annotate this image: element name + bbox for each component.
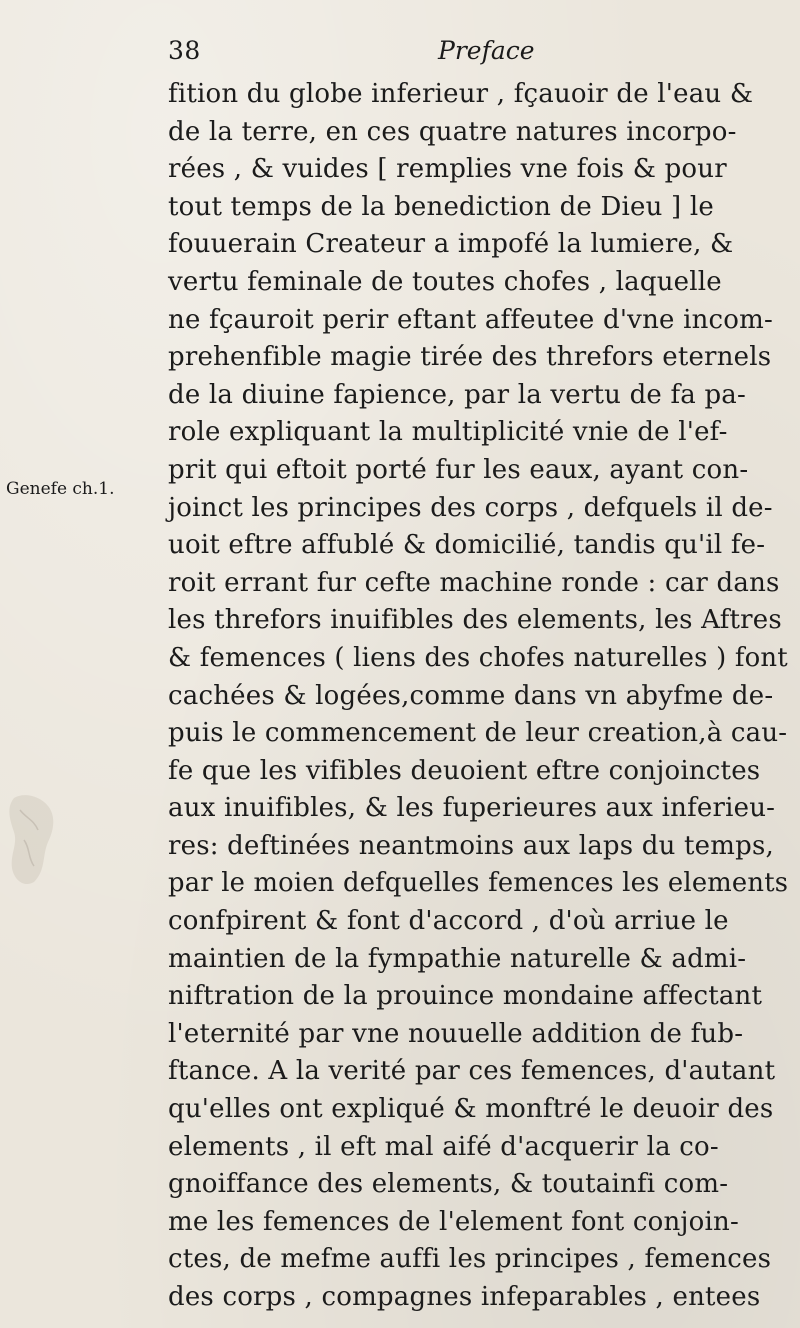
text-line: prit qui eftoit porté fur les eaux, ayant con- [168, 454, 749, 485]
text-line: les threfors inuifibles des elements, les Aftres [168, 605, 782, 636]
text-line: prehenfible magie tirée des threfors eternels [168, 342, 772, 373]
text-line: tout temps de la benediction de Dieu ] le [168, 191, 714, 222]
text-line: roit errant fur cefte machine ronde : car dans [168, 567, 780, 598]
text-line: l'eternité par vne nouuelle addition de fub- [168, 1018, 744, 1049]
page-header [168, 36, 758, 70]
text-line: & femences ( liens des chofes naturelles ) font [168, 642, 788, 673]
text-line: niftration de la prouince mondaine affectant [168, 981, 763, 1012]
text-line: des corps , compagnes infeparables , entees [168, 1282, 761, 1312]
text-line: maintien de la fympathie naturelle & admi- [168, 943, 747, 974]
text-line: role expliquant la multiplicité vnie de l'ef- [168, 417, 728, 448]
running-title: Preface [438, 36, 535, 65]
text-line: uoit eftre affublé & domicilié, tandis qu'il fe- [168, 530, 766, 561]
text-line: vertu feminale de toutes chofes , laquelle [168, 266, 722, 297]
text-line: rées , & vuides [ remplies vne fois & pour [168, 154, 727, 185]
text-line: ftance. A la verité par ces femences, d'autant [168, 1056, 776, 1087]
text-line: fition du globe inferieur , fçauoir de l'eau & [168, 79, 754, 109]
page-number: 38 [168, 36, 201, 65]
text-line: fe que les vifibles deuoient eftre conjoinctes [168, 755, 761, 786]
text-line: gnoiffance des elements, & toutainfi com- [168, 1169, 729, 1200]
text-line: joinct les principes des corps , defquels il de- [168, 492, 773, 523]
text-line: qu'elles ont expliqué & monftré le deuoir des [168, 1094, 774, 1125]
text-line: res: deftinées neantmoins aux laps du temps, [168, 830, 774, 861]
marginal-note: Genefe ch.1. [6, 479, 115, 499]
text-line: puis le commencement de leur creation,à cau- [168, 718, 788, 749]
text-line: aux inuifibles, & les fuperieures aux inferieu- [168, 793, 776, 824]
text-line: elements , il eft mal aifé d'acquerir la co- [168, 1131, 719, 1162]
text-line: par le moien defquelles femences les elements [168, 868, 789, 899]
text-line: de la diuine fapience, par la vertu de fa pa- [168, 379, 746, 410]
text-line: confpirent & font d'accord , d'où arriue le [168, 906, 729, 937]
text-line: fouuerain Createur a impofé la lumiere, & [168, 229, 734, 260]
ink-stain-icon [4, 790, 62, 890]
text-line: cachées & logées,comme dans vn abyfme de- [168, 680, 774, 711]
body-text [168, 76, 792, 1317]
text-line: me les femences de l'element font conjoin- [168, 1206, 739, 1237]
text-line: ne fçauroit perir eftant affeutee d'vne incom- [168, 304, 773, 335]
text-line: ctes, de mefme auffi les principes , femences [168, 1244, 772, 1275]
text-line: de la terre, en ces quatre natures incorpo- [168, 116, 737, 147]
